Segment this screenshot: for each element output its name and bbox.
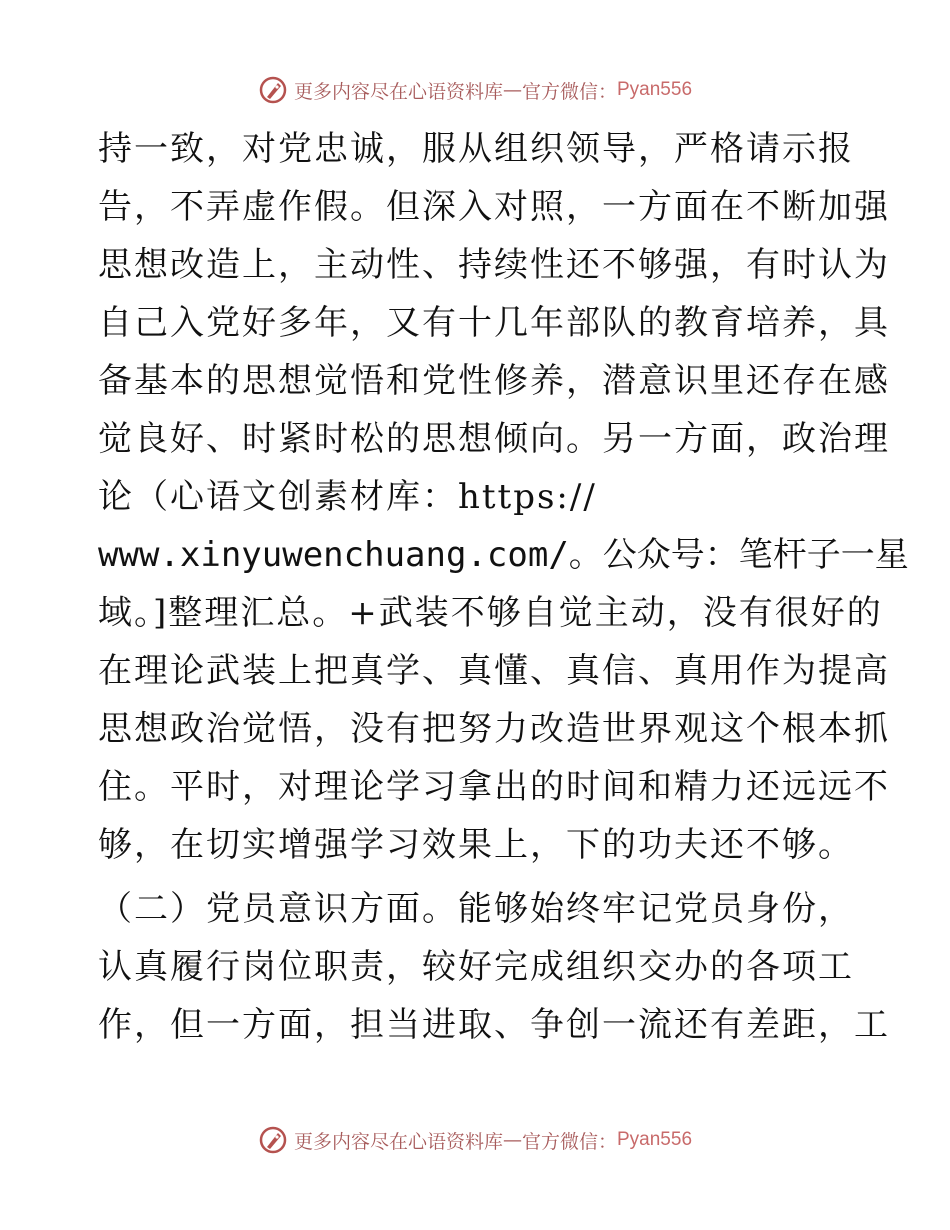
body-line: 觉良好、时紧时松的思想倾向。另一方面，政治理 bbox=[98, 419, 890, 459]
body-line: 思想政治觉悟，没有把努力改造世界观这个根本抓 bbox=[98, 709, 890, 749]
pen-logo-icon bbox=[258, 1125, 288, 1155]
header-site-text: 更多内容尽在心语资料库 bbox=[293, 80, 503, 103]
body-line: 认真履行岗位职责，较好完成组织交办的各项工 bbox=[98, 947, 854, 987]
section-heading-line: （二）党员意识方面。能够始终牢记党员身份， bbox=[98, 889, 854, 929]
body-line: 告，不弄虚作假。但深入对照，一方面在不断加强 bbox=[98, 187, 890, 227]
header-wechat-id: Pyan556 bbox=[617, 79, 693, 100]
body-line: 住。平时，对理论学习拿出的时间和精力还远远不 bbox=[98, 767, 890, 807]
body-line: 论（心语文创素材库：https:// bbox=[98, 477, 597, 517]
header-wechat-label: 官方微信： bbox=[521, 80, 617, 103]
footer-banner bbox=[0, 1120, 950, 1160]
body-line: 自己入党好多年，又有十几年部队的教育培养，具 bbox=[98, 303, 890, 343]
body-line: 持一致，对党忠诚，服从组织领导，严格请示报 bbox=[98, 129, 854, 169]
body-line: 作，但一方面，担当进取、争创一流还有差距，工 bbox=[98, 1005, 890, 1045]
footer-wechat-id: Pyan556 bbox=[617, 1129, 693, 1150]
pen-logo-icon bbox=[258, 75, 288, 105]
document-body bbox=[98, 120, 909, 1054]
footer-site-text: 更多内容尽在心语资料库 bbox=[293, 1130, 503, 1153]
body-line-url: www.xinyuwenchuang.com/。公众号：笔杆子一星 bbox=[98, 535, 909, 575]
header-dash: — bbox=[502, 79, 522, 101]
header-banner bbox=[0, 70, 950, 110]
body-line: 域。]整理汇总。+武装不够自觉主动，没有很好的 bbox=[98, 593, 883, 633]
body-line: 备基本的思想觉悟和党性修养，潜意识里还存在感 bbox=[98, 361, 890, 401]
footer-wechat-label: 官方微信： bbox=[521, 1130, 617, 1153]
body-line: 够，在切实增强学习效果上，下的功夫还不够。 bbox=[98, 825, 854, 865]
body-line: 思想改造上，主动性、持续性还不够强，有时认为 bbox=[98, 245, 890, 285]
footer-dash: — bbox=[502, 1129, 522, 1151]
body-line: 在理论武装上把真学、真懂、真信、真用作为提高 bbox=[98, 651, 890, 691]
